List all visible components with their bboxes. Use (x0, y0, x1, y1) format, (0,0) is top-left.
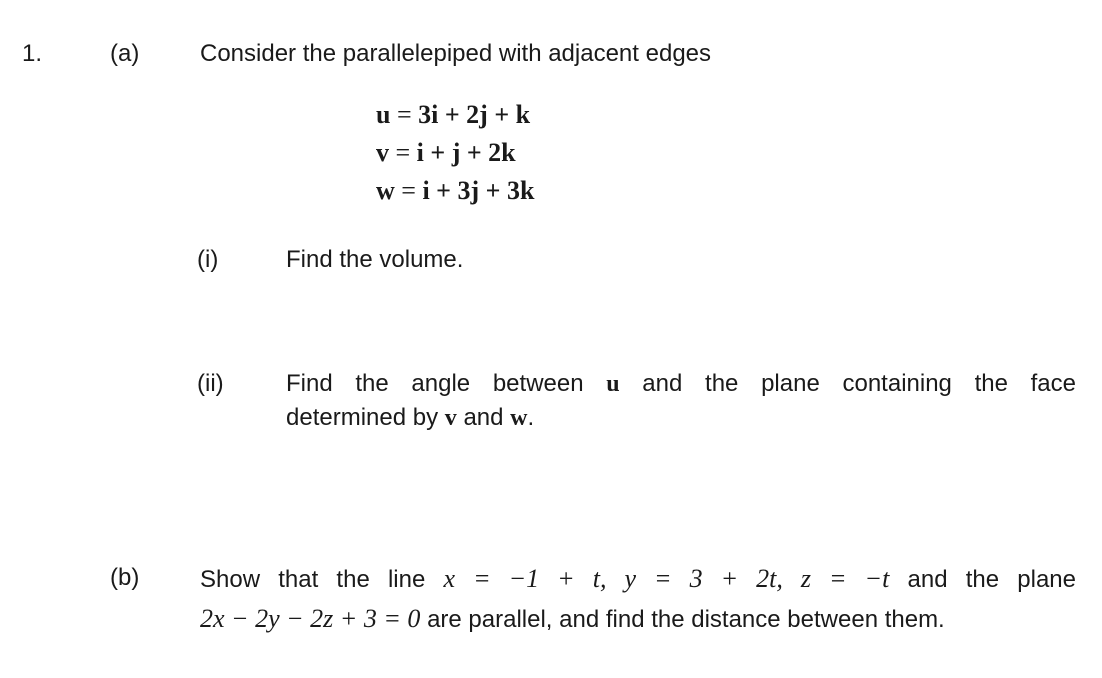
sub-ii-line2 (286, 404, 534, 432)
equation-lhs: v (376, 138, 389, 167)
part-a-label: (a) (110, 40, 140, 67)
sub-ii-text-pre2: determined by (286, 404, 439, 431)
equals-sign: = (395, 138, 417, 167)
sub-ii-period: . (527, 404, 535, 431)
part-b-text-post: and the plane (907, 566, 1077, 593)
sub-ii-text-pre: Find the angle between (286, 370, 584, 397)
vector-v: v (444, 405, 457, 431)
plane-equation: 2x − 2y − 2z + 3 = 0 (200, 604, 421, 633)
sub-ii-label: (ii) (197, 370, 224, 397)
part-b-text-end: are parallel, and find the distance between them. (427, 606, 945, 633)
part-b-label: (b) (110, 564, 140, 591)
line-equation: x = −1 + t, y = 3 + 2t, z = −t (443, 564, 890, 593)
vector-w: w (510, 405, 528, 431)
equation-lhs: w (376, 176, 395, 205)
part-b-line1 (200, 564, 1076, 594)
equation-lhs: u (376, 100, 391, 129)
sub-i-text: Find the volume. (286, 246, 464, 273)
vector-u: u (606, 371, 620, 397)
sub-ii-text-post: and the plane containing the face (642, 370, 1076, 397)
question-number: 1. (22, 40, 43, 67)
sub-ii-text-and: and (463, 404, 504, 431)
equals-sign: = (401, 176, 423, 205)
part-b-line2 (200, 604, 945, 634)
sub-ii-line1 (286, 370, 1076, 398)
equation-rhs: i + j + 2k (416, 138, 516, 167)
equals-sign: = (396, 100, 419, 129)
equation-v (376, 138, 516, 168)
equation-rhs: 3i + 2j + k (418, 100, 531, 129)
equation-w (376, 176, 534, 206)
sub-i-label: (i) (197, 246, 219, 273)
equation-rhs: i + 3j + 3k (422, 176, 535, 205)
equation-u (376, 100, 530, 130)
part-a-intro: Consider the parallelepiped with adjacent edges (200, 40, 712, 67)
part-b-text-pre: Show that the line (200, 566, 426, 593)
